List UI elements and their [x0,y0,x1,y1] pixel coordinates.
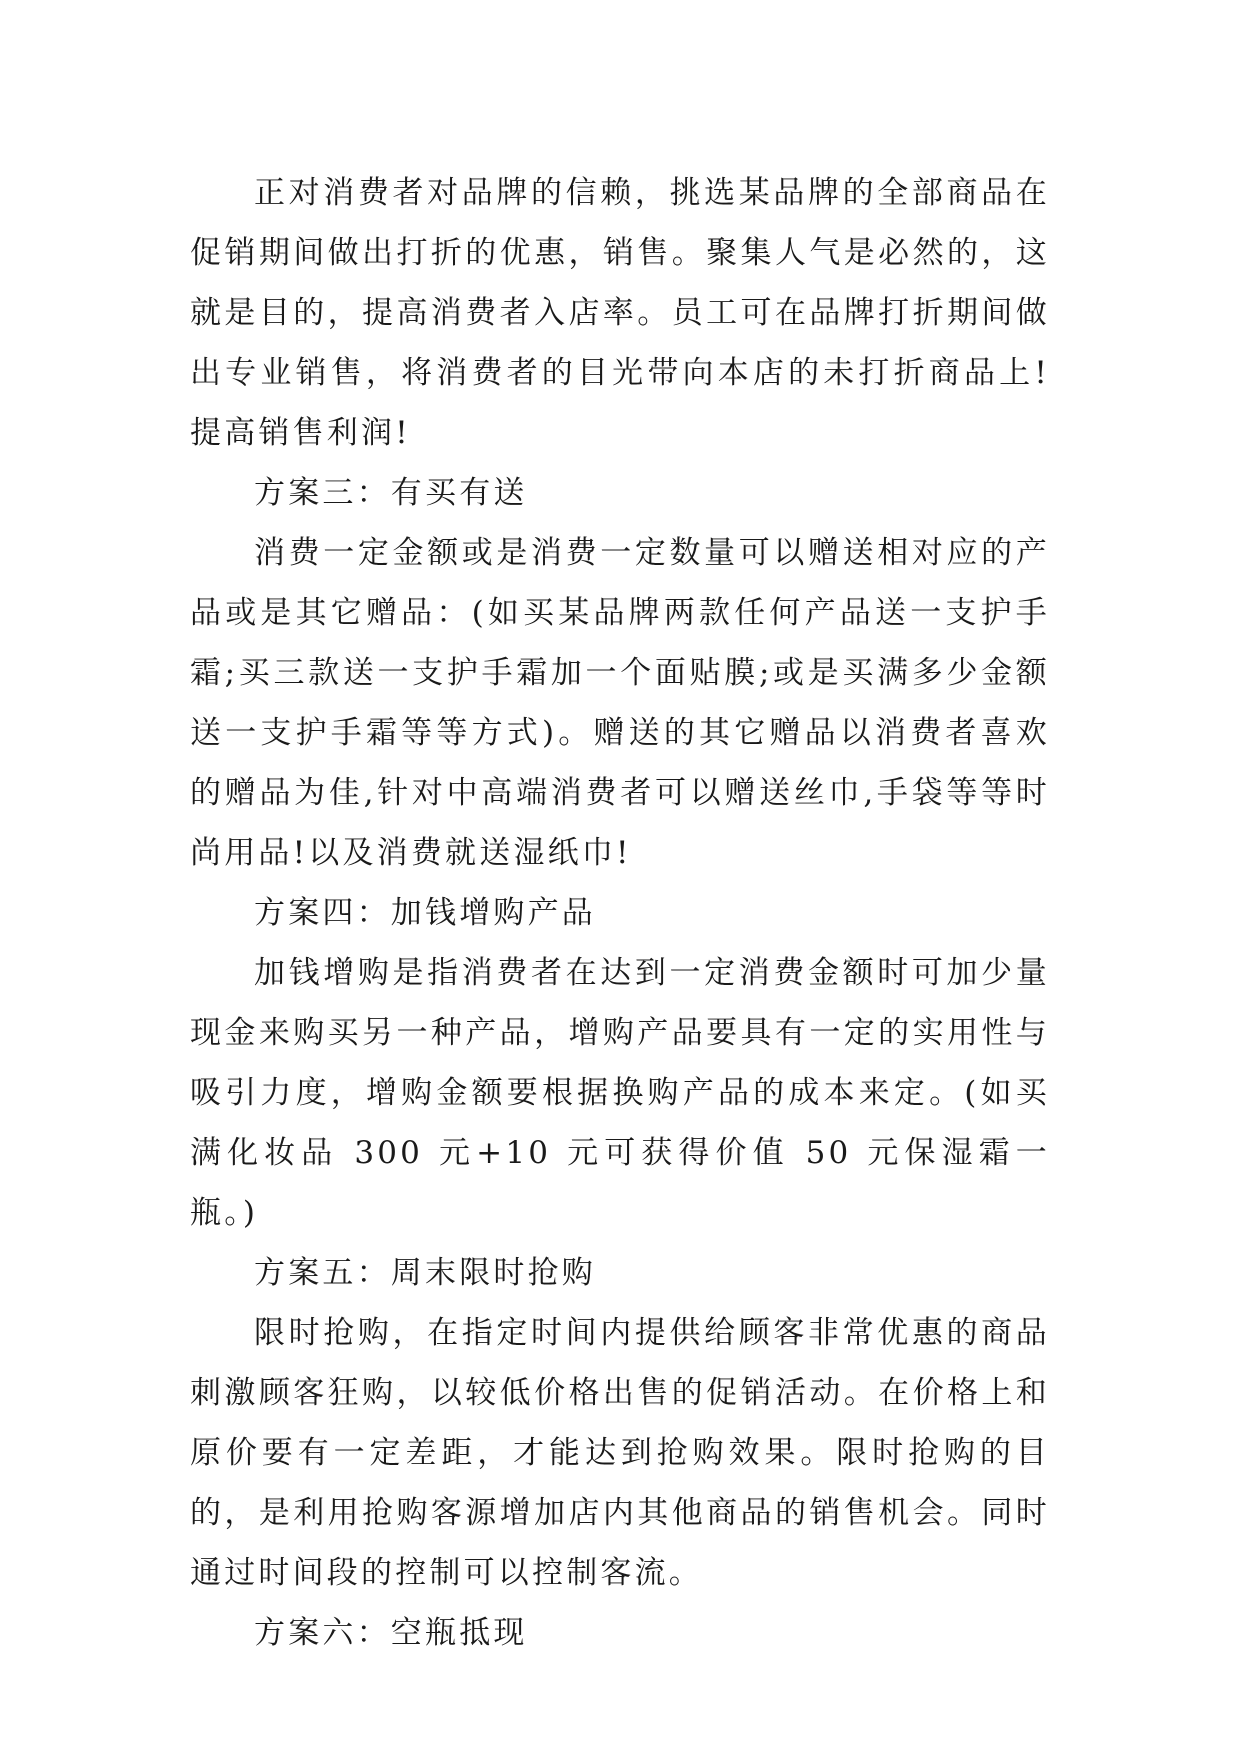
paragraph-brand-discount: 正对消费者对品牌的信赖，挑选某品牌的全部商品在促销期间做出打折的优惠，销售。聚集人气是必然的，这就是目的，提高消费者入店率。员工可在品牌打折期间做出专业销售，将消费者的目光带向本店的未打折商品上!提高销售利润! [190,175,1050,451]
heading-plan-three: 方案三：有买有送 [254,475,528,511]
paragraph-add-money-purchase: 加钱增购是指消费者在达到一定消费金额时可加少量现金来购买另一种产品，增购产品要具有一定的实用性与吸引力度，增购金额要根据换购产品的成本来定。(如买满化妆品 300 元+10 元可获得价值 50 元保湿霜一瓶。) [190,955,1050,1231]
heading-plan-four: 方案四：加钱增购产品 [254,895,596,931]
document-page [190,163,1050,1663]
heading-plan-five: 方案五：周末限时抢购 [254,1255,596,1291]
paragraph-flash-sale: 限时抢购，在指定时间内提供给顾客非常优惠的商品刺激顾客狂购，以较低价格出售的促销活动。在价格上和原价要有一定差距，才能达到抢购效果。限时抢购的目的，是利用抢购客源增加店内其他商品的销售机会。同时通过时间段的控制可以控制客流。 [190,1315,1050,1591]
paragraph-buy-and-gift: 消费一定金额或是消费一定数量可以赠送相对应的产品或是其它赠品：(如买某品牌两款任何产品送一支护手霜;买三款送一支护手霜加一个面贴膜;或是买满多少金额送一支护手霜等等方式)。赠送的其它赠品以消费者喜欢的赠品为佳,针对中高端消费者可以赠送丝巾,手袋等等时尚用品!以及消费就送湿纸巾! [190,535,1050,871]
heading-plan-six: 方案六：空瓶抵现 [254,1615,528,1651]
